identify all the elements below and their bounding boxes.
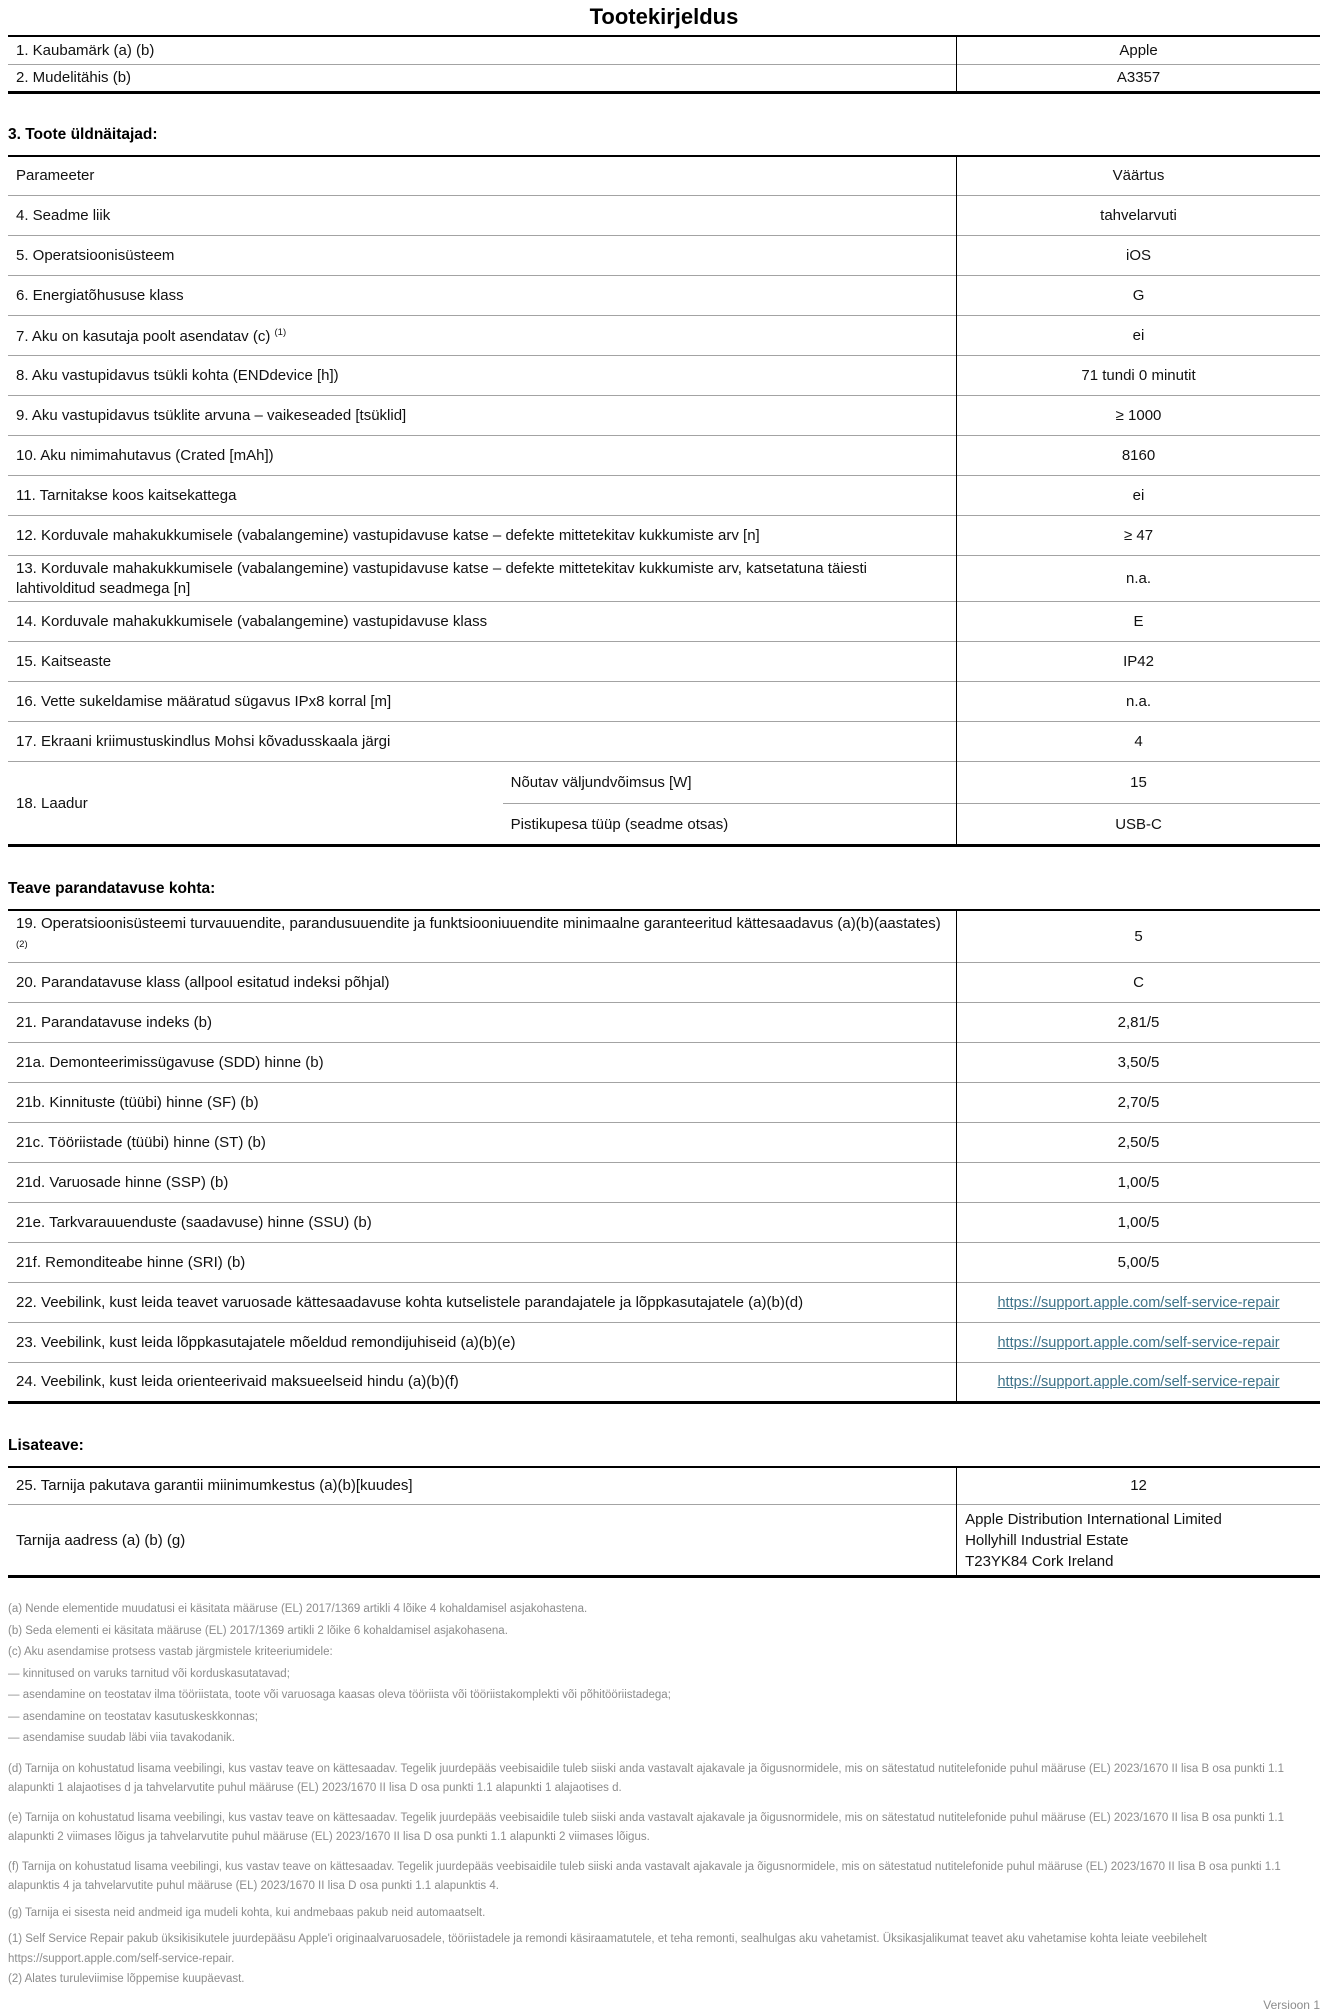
row-value: n.a.	[957, 556, 1320, 602]
row-value: 2,50/5	[957, 1122, 1320, 1162]
footnote-f: (f) Tarnija on kohustatud lisama veebilingi, kus vastav teave on kättesaadav. Tegelik juurdepääs veebisaidile tuleb siiski anda vastavalt ajakavale ja õigusnormidele, mis on sätestatud nutitelefonide puhul määruse (EL) 2023/1670 II lisa B osa punkti 1.1 alapunktis 4 ja tahvelarvutite puhul määruse (EL) 2023/1670 II lisa D osa punkti 1.1 alapunktis 4.	[8, 1860, 1281, 1892]
row-value: ei	[957, 316, 1320, 356]
table-header-row	[8, 156, 1320, 196]
footnote-b: (b) Seda elementi ei käsitata määruse (EL) 2017/1369 artikli 2 lõike 6 kohaldamisel asjakohasena.	[8, 1624, 508, 1637]
footnotes	[8, 1599, 1320, 1991]
row-value: 2,70/5	[957, 1082, 1320, 1122]
table-row	[8, 236, 1320, 276]
row-value: E	[957, 602, 1320, 642]
table-row	[8, 602, 1320, 642]
row-value: Apple	[957, 36, 1320, 64]
row-label: 4. Seadme liik	[8, 196, 957, 236]
row-label: 2. Mudelitähis (b)	[8, 64, 957, 92]
table-row	[8, 276, 1320, 316]
footnote-e: (e) Tarnija on kohustatud lisama veebilingi, kus vastav teave on kättesaadav. Tegelik juurdepääs veebisaidile tuleb siiski anda vastavalt ajakavale ja õigusnormidele, mis on sätestatud nutitelefonide puhul määruse (EL) 2023/1670 II lisa B osa punkti 1.1 alapunkti 2 viimases lõigus ja tahvelarvutite puhul määruse (EL) 2023/1670 II lisa D osa punkti 1.1 alapunkti 2 viimases lõigus.	[8, 1811, 1284, 1843]
row-label: 7. Aku on kasutaja poolt asendatav (c) $^{(1)}$	[8, 316, 957, 356]
general-table	[8, 155, 1320, 848]
footnote-c-item: — asendamine on teostatav kasutuskeskkonnas;	[8, 1710, 258, 1723]
repairability-table	[8, 909, 1320, 1404]
footnote-c: (c) Aku asendamise protsess vastab järgmistele kriteeriumidele:	[8, 1646, 333, 1658]
row-value: 71 tundi 0 minutit	[957, 356, 1320, 396]
address-line: Apple Distribution International Limited	[965, 1510, 1222, 1528]
row-value: 8160	[957, 436, 1320, 476]
row-label: 18. Laadur	[8, 762, 503, 846]
row-label: 12. Korduvale mahakukkumisele (vabalangemine) vastupidavuse katse – defekte mittetekitav kukkumiste arv [n]	[8, 516, 957, 556]
row-label: 24. Veebilink, kust leida orienteerivaid maksueelseid hindu (a)(b)(f)	[8, 1362, 957, 1402]
footnote-ref-1: (1)	[274, 326, 287, 338]
row-label: 23. Veebilink, kust leida lõppkasutajatele mõeldud remondijuhiseid (a)(b)(e)	[8, 1322, 957, 1362]
table-row-charger	[8, 762, 1320, 804]
row-label: 21e. Tarkvarauuenduste (saadavuse) hinne (SSU) (b)	[8, 1202, 957, 1242]
row-value: 1,00/5	[957, 1162, 1320, 1202]
row-label: 20. Parandatavuse klass (allpool esitatud indeksi põhjal)	[8, 962, 957, 1002]
row-label: Tarnija aadress (a) (b) (g)	[8, 1505, 957, 1577]
row-label: 21d. Varuosade hinne (SSP) (b)	[8, 1162, 957, 1202]
row-label: 21b. Kinnituste (tüübi) hinne (SF) (b)	[8, 1082, 957, 1122]
table-row	[8, 910, 1320, 962]
supplier-address	[957, 1505, 1320, 1577]
table-row	[8, 1282, 1320, 1322]
row-value: 15	[957, 762, 1320, 804]
address-line: T23YK84 Cork Ireland	[965, 1552, 1114, 1570]
table-row	[8, 436, 1320, 476]
row-value: C	[957, 962, 1320, 1002]
additional-table	[8, 1466, 1320, 1579]
row-label: 22. Veebilink, kust leida teavet varuosade kättesaadavuse kohta kutselistele parandajatele ja lõppkasutajatele (a)(b)(d)	[8, 1282, 957, 1322]
row-label: 21c. Tööriistade (tüübi) hinne (ST) (b)	[8, 1122, 957, 1162]
row-value: USB-C	[957, 804, 1320, 846]
row-label: 25. Tarnija pakutava garantii miinimumkestus (a)(b)[kuudes]	[16, 1477, 413, 1495]
table-row	[8, 1002, 1320, 1042]
row-label: 6. Energiatõhususe klass	[8, 276, 957, 316]
row-label: 17. Ekraani kriimustuskindlus Mohsi kõvadusskaala järgi	[8, 722, 957, 762]
row-label: 8. Aku vastupidavus tsükli kohta (ENDdevice [h])	[8, 356, 957, 396]
table-row	[8, 1202, 1320, 1242]
page-title: Tootekirjeldus	[589, 4, 739, 29]
version-label: Versioon 1	[1263, 1997, 1320, 2012]
identification-table	[8, 35, 1320, 94]
table-row	[8, 1042, 1320, 1082]
footnote-1: (1) Self Service Repair pakub üksikisikutele juurdepääsu Apple'i originaalvaruosadele, tööriistadele ja remondi käsiraamatutele, et teha remonti, sealhulgas aku vahetamist. Üksikasjalikumat teavet aku vahetamise kohta leiate veebilehelt https://support.apple.com/self-service-repair.	[8, 1933, 1207, 1965]
table-row	[8, 642, 1320, 682]
self-service-repair-link[interactable]: https://support.apple.com/self-service-repair	[997, 1374, 1280, 1390]
row-value: 3,50/5	[957, 1042, 1320, 1082]
table-row-supplier-address	[8, 1505, 1320, 1577]
section-heading-repairability: Teave parandatavuse kohta:	[8, 880, 216, 897]
table-row	[8, 1122, 1320, 1162]
row-value: iOS	[957, 236, 1320, 276]
row-label: 19. Operatsioonisüsteemi turvauuendite, parandusuuendite ja funktsiooniuuendite minimaalne garanteeritud kättesaadavus (a)(b)(aastates) $^{(2)}$	[16, 915, 941, 951]
table-row	[8, 682, 1320, 722]
address-line: Hollyhill Industrial Estate	[965, 1531, 1129, 1549]
row-value: A3357	[957, 64, 1320, 92]
charger-sub-parameter: Nõutav väljundvõimsus [W]	[503, 762, 957, 804]
charger-sub-parameter: Pistikupesa tüüp (seadme otsas)	[503, 804, 957, 846]
row-value: 5	[957, 910, 1320, 962]
row-value: 5,00/5	[957, 1242, 1320, 1282]
table-row	[8, 722, 1320, 762]
row-value: 2,81/5	[957, 1002, 1320, 1042]
footnote-ref-2: (2)	[16, 939, 28, 951]
row-value: ≥ 47	[957, 516, 1320, 556]
footnote-d: (d) Tarnija on kohustatud lisama veebilingi, kus vastav teave on kättesaadav. Tegelik juurdepääs veebisaidile tuleb siiski anda vastavalt ajakavale ja õigusnormidele, mis on sätestatud nutitelefonide puhul määruse (EL) 2023/1670 II lisa B osa punkti 1.1 alapunkti 1 alajaotises d ja tahvelarvutite puhul määruse (EL) 2023/1670 II lisa D osa punkti 1.1 alapunkti 1 alajaotises d.	[8, 1762, 1284, 1794]
section-heading-additional: Lisateave:	[8, 1436, 84, 1454]
row-value: IP42	[957, 642, 1320, 682]
footnote-a: (a) Nende elementide muudatusi ei käsitata määruse (EL) 2017/1369 artikli 4 lõike 4 kohaldamisel asjakohastena.	[8, 1603, 588, 1615]
table-row	[8, 1362, 1320, 1402]
self-service-repair-link[interactable]: https://support.apple.com/self-service-repair	[997, 1334, 1280, 1351]
table-row	[8, 356, 1320, 396]
table-row	[8, 962, 1320, 1002]
row-label: 21. Parandatavuse indeks (b)	[8, 1002, 957, 1042]
row-value	[957, 1322, 1320, 1362]
footnote-c-item: — kinnitused on varuks tarnitud või korduskasutatavad;	[8, 1667, 290, 1680]
row-label: 9. Aku vastupidavus tsüklite arvuna – vaikeseaded [tsüklid]	[8, 396, 957, 436]
row-value: n.a.	[957, 682, 1320, 722]
row-value	[957, 1362, 1320, 1402]
row-label: 13. Korduvale mahakukkumisele (vabalangemine) vastupidavuse katse – defekte mittetekitav kukkumiste arv, katsetatuna täiesti lahtivolditud seadmega [n]	[8, 556, 957, 602]
self-service-repair-link[interactable]: https://support.apple.com/self-service-repair	[997, 1294, 1280, 1311]
row-value: ≥ 1000	[957, 396, 1320, 436]
table-row	[8, 1242, 1320, 1282]
table-row	[8, 516, 1320, 556]
row-value: 4	[957, 722, 1320, 762]
table-row	[8, 1467, 1320, 1505]
column-header-parameter: Parameeter	[16, 167, 95, 185]
row-label: 1. Kaubamärk (a) (b)	[16, 41, 155, 59]
table-row	[8, 556, 1320, 602]
table-row	[8, 1322, 1320, 1362]
row-value: 1,00/5	[957, 1202, 1320, 1242]
row-label: 21f. Remonditeabe hinne (SRI) (b)	[8, 1242, 957, 1282]
footnote-g: (g) Tarnija ei sisesta neid andmeid iga mudeli kohta, kui andmebaas pakub neid automaatselt.	[8, 1906, 486, 1919]
table-row	[8, 1082, 1320, 1122]
column-header-value: Väärtus	[957, 156, 1320, 196]
row-label: 5. Operatsioonisüsteem	[8, 236, 957, 276]
table-row	[8, 64, 1320, 92]
table-row	[8, 316, 1320, 356]
table-row	[8, 36, 1320, 64]
footnote-c-item: — asendamine on teostatav ilma tööriistata, toote või varuosaga kaasas oleva tööriista või tööriistakomplekti või põhitööriistadega;	[8, 1689, 671, 1701]
product-information-sheet	[0, 4, 1328, 2012]
footnote-2: (2) Alates turuleviimise lõppemise kuupäevast.	[8, 1973, 245, 1985]
row-label: 14. Korduvale mahakukkumisele (vabalangemine) vastupidavuse klass	[8, 602, 957, 642]
section-heading-general: 3. Toote üldnäitajad:	[8, 125, 158, 143]
table-row	[8, 396, 1320, 436]
row-label: 21a. Demonteerimissügavuse (SDD) hinne (b)	[8, 1042, 957, 1082]
table-row	[8, 1162, 1320, 1202]
row-label: 10. Aku nimimahutavus (Crated [mAh])	[8, 436, 957, 476]
row-label: 16. Vette sukeldamise määratud sügavus IPx8 korral [m]	[8, 682, 957, 722]
row-label: 15. Kaitseaste	[8, 642, 957, 682]
row-value: 12	[957, 1467, 1320, 1505]
table-row	[8, 196, 1320, 236]
table-row	[8, 476, 1320, 516]
row-value	[957, 1282, 1320, 1322]
row-value: tahvelarvuti	[957, 196, 1320, 236]
row-value: G	[957, 276, 1320, 316]
row-value: ei	[957, 476, 1320, 516]
footnote-c-item: — asendamise suudab läbi viia tavakodanik.	[8, 1732, 235, 1744]
row-label: 11. Tarnitakse koos kaitsekattega	[8, 476, 957, 516]
